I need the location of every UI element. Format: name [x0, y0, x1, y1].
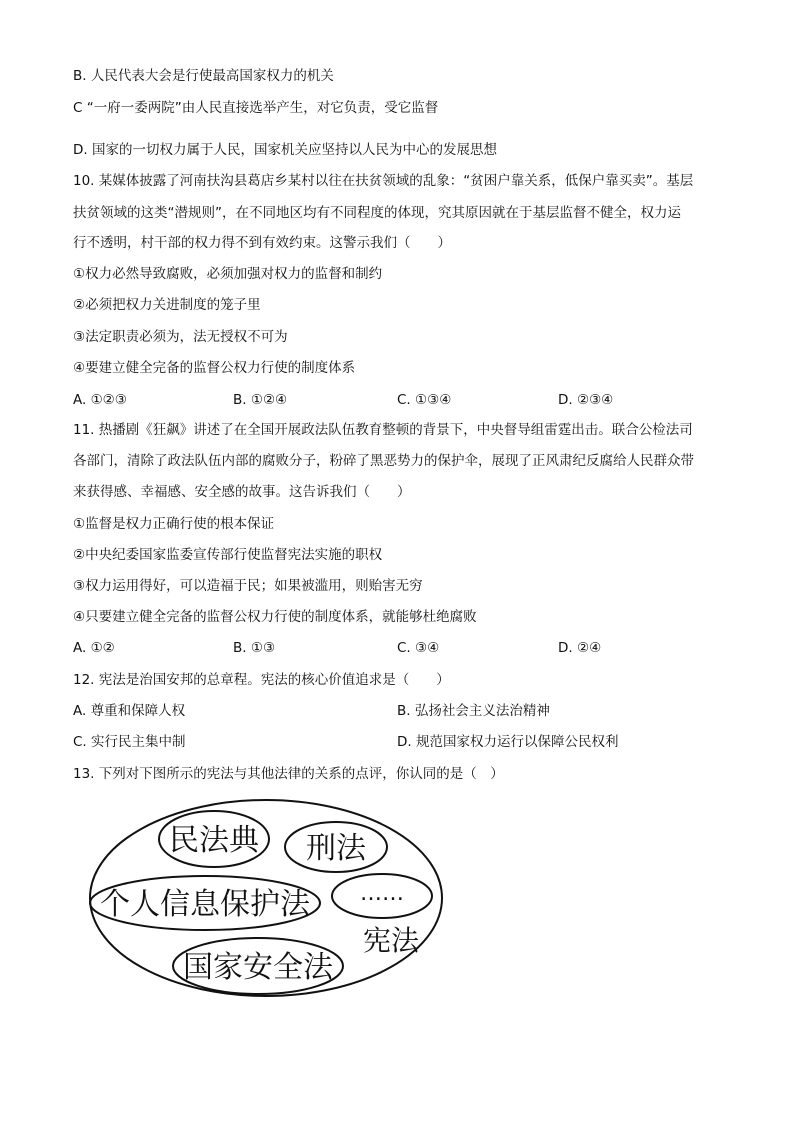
personal-info-law-label: 个人信息保护法 [100, 887, 310, 922]
q10-item-3: ③法定职责必须为，法无授权不可为 [73, 329, 288, 345]
q11-option-c: C. ③④ [397, 640, 440, 656]
q9-option-d: D. 国家的一切权力属于人民，国家机关应坚持以人民为中心的发展思想 [73, 142, 497, 158]
q10-option-b: B. ①②④ [233, 392, 288, 408]
q11-item-3: ③权力运用得好，可以造福于民；如果被滥用，则贻害无穷 [73, 578, 423, 594]
q11-item-2: ②中央纪委国家监委宣传部行使监督宪法实施的职权 [73, 547, 383, 563]
q11-option-b: B. ①③ [233, 640, 276, 656]
q12-stem: 12. 宪法是治国安邦的总章程。宪法的核心价值追求是（ ） [73, 672, 450, 688]
constitution-law-diagram [80, 790, 460, 1010]
q13-stem: 13. 下列对下图所示的宪法与其他法律的关系的点评，你认同的是（ ） [73, 766, 504, 782]
q12-option-b: B. 弘扬社会主义法治精神 [397, 703, 550, 719]
q9-option-b: B. 人民代表大会是行使最高国家权力的机关 [73, 68, 334, 84]
q10-option-a: A. ①②③ [73, 392, 127, 408]
q10-stem-line-1: 10. 某媒体披露了河南扶沟县葛店乡某村以往在扶贫领域的乱象：“贫困户靠关系，低保户靠买卖”。基层 [73, 173, 694, 189]
q11-option-a: A. ①② [73, 640, 115, 656]
q11-item-1: ①监督是权力正确行使的根本保证 [73, 516, 275, 532]
q10-stem-line-3: 行不透明，村干部的权力得不到有效约束。这警示我们（ ） [73, 235, 451, 251]
others-label: …… [360, 881, 404, 906]
q11-item-4: ④只要建立健全完备的监督公权力行使的制度体系，就能够杜绝腐败 [73, 609, 477, 625]
q11-stem-line-1: 11. 热播剧《狂飙》讲述了在全国开展政法队伍教育整顿的背景下，中央督导组雷霆出击。联合公检法司 [73, 422, 693, 438]
q10-option-c: C. ①③④ [397, 392, 452, 408]
q10-item-4: ④要建立健全完备的监督公权力行使的制度体系 [73, 360, 356, 376]
q10-item-2: ②必须把权力关进制度的笼子里 [73, 297, 261, 313]
q12-option-d: D. 规范国家权力运行以保障公民权利 [397, 734, 619, 750]
national-security-law-label: 国家安全法 [183, 950, 333, 985]
civil-code-label: 民法典 [169, 823, 259, 858]
q12-option-c: C. 实行民主集中制 [73, 734, 186, 750]
q11-stem-line-2: 各部门，清除了政法队伍内部的腐败分子，粉碎了黑恶势力的保护伞，展现了正风肃纪反腐给人民群众带 [73, 453, 694, 469]
q11-stem-line-3: 来获得感、幸福感、安全感的故事。这告诉我们（ ） [73, 484, 411, 500]
q10-stem-line-2: 扶贫领域的这类“潜规则”，在不同地区均有不同程度的体现，究其原因就在于基层监督不健全，权力运 [73, 205, 681, 221]
q11-option-d: D. ②④ [558, 640, 602, 656]
criminal-law-label: 刑法 [306, 831, 366, 866]
q9-option-c: C “一府一委两院”由人民直接选举产生，对它负责，受它监督 [73, 100, 439, 116]
q10-item-1: ①权力必然导致腐败，必须加强对权力的监督和制约 [73, 266, 383, 282]
q12-option-a: A. 尊重和保障人权 [73, 703, 186, 719]
q10-option-d: D. ②③④ [558, 392, 614, 408]
constitution-label: 宪法 [362, 924, 420, 957]
